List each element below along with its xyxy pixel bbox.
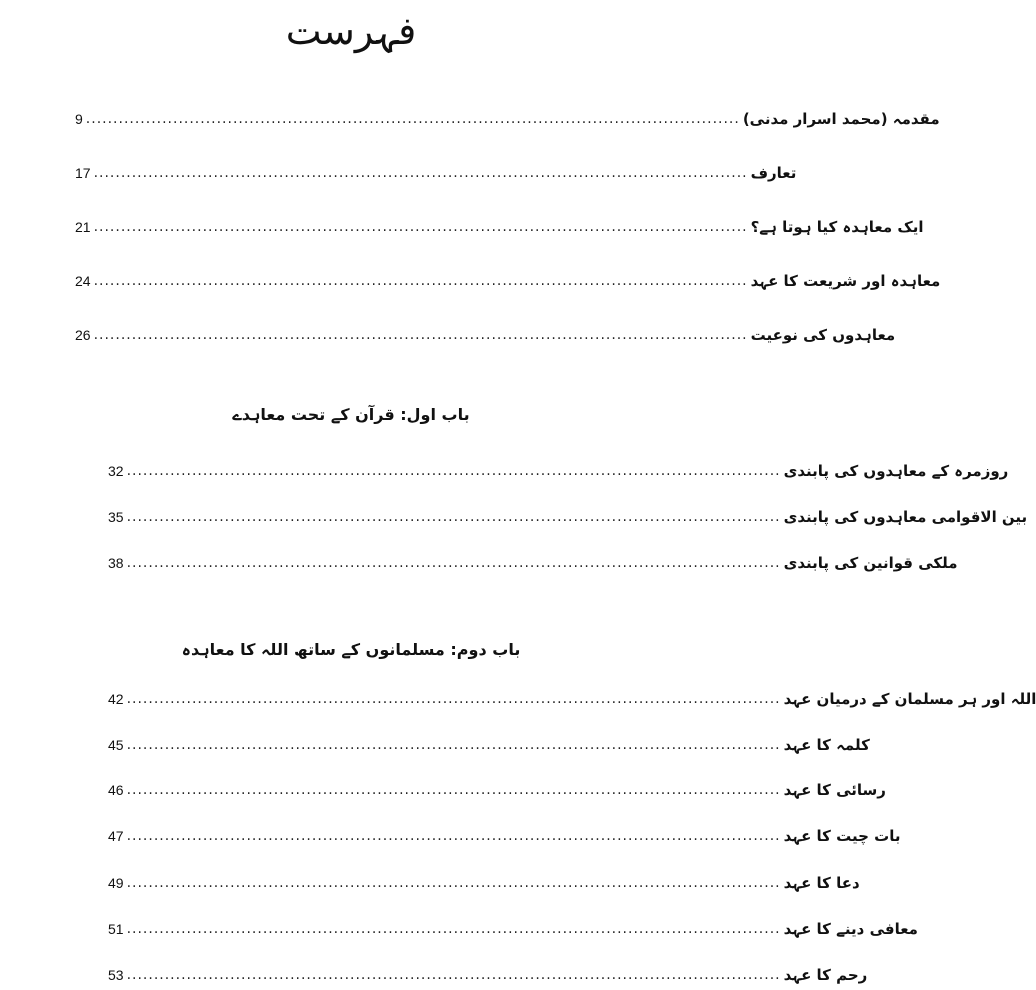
page-number: 53 [108, 967, 124, 983]
dot-leader: ........................................................................................................................ [126, 509, 781, 525]
page-number: 24 [75, 273, 91, 289]
dot-leader: ........................................................................................................................ [126, 737, 781, 753]
page-number: 17 [75, 165, 91, 181]
page-number: 51 [108, 921, 124, 937]
dot-leader: ........................................................................................................................ [126, 967, 781, 983]
toc-entry[interactable] [108, 548, 958, 578]
entry-title: کلمہ کا عہد [783, 736, 870, 754]
entry-title: معافی دینے کا عہد [783, 920, 918, 938]
page-number: 38 [108, 555, 124, 571]
page-number: 26 [75, 327, 91, 343]
chapter-heading: باب اول: قرآن کے تحت معاہدے [232, 405, 470, 424]
entry-title: بات چیت کا عہد [783, 827, 901, 845]
dot-leader: ........................................................................................................................ [93, 327, 748, 343]
page-number: 46 [108, 782, 124, 798]
toc-entry[interactable] [75, 104, 940, 134]
toc-entry[interactable] [108, 502, 1028, 532]
toc-entry[interactable] [75, 266, 941, 296]
entry-title: روزمرہ کے معاہدوں کی پابندی [783, 462, 1009, 480]
entry-title: معاہدوں کی نوعیت [750, 326, 896, 344]
page-number: 21 [75, 219, 91, 235]
page-title: فہرست [285, 9, 417, 53]
dot-leader: ........................................................................................................................ [126, 828, 781, 844]
toc-entry[interactable] [108, 960, 868, 990]
dot-leader: ........................................................................................................................ [126, 463, 781, 479]
toc-entry[interactable] [108, 775, 886, 805]
toc-entry[interactable] [108, 914, 918, 944]
toc-entry[interactable] [108, 868, 860, 898]
page-number: 49 [108, 875, 124, 891]
entry-title: ملکی قوانین کی پابندی [783, 554, 958, 572]
dot-leader: ........................................................................................................................ [126, 555, 781, 571]
page-number: 45 [108, 737, 124, 753]
entry-title: مقدمہ (محمد اسرار مدنی) [742, 110, 940, 128]
entry-title: ایک معاہدہ کیا ہوتا ہے؟ [750, 218, 924, 236]
entry-title: تعارف [750, 164, 797, 182]
dot-leader: ........................................................................................................................ [126, 782, 781, 798]
toc-entry[interactable] [75, 158, 797, 188]
entry-title: بین الاقوامی معاہدوں کی پابندی [783, 508, 1028, 526]
entry-title: دعا کا عہد [783, 874, 860, 892]
page-number: 9 [75, 111, 83, 127]
entry-title: رسائی کا عہد [783, 781, 886, 799]
dot-leader: ........................................................................................................................ [126, 691, 781, 707]
dot-leader: ........................................................................................................................ [93, 273, 748, 289]
entry-title: اللہ اور ہر مسلمان کے درمیان عہد [783, 690, 1036, 708]
entry-title: معاہدہ اور شریعت کا عہد [750, 272, 941, 290]
page-number: 42 [108, 691, 124, 707]
toc-entry[interactable] [75, 320, 896, 350]
toc-entry[interactable] [108, 730, 870, 760]
page-number: 35 [108, 509, 124, 525]
dot-leader: ........................................................................................................................ [93, 219, 748, 235]
dot-leader: ........................................................................................................................ [126, 875, 781, 891]
dot-leader: ........................................................................................................................ [93, 165, 748, 181]
dot-leader: ........................................................................................................................ [85, 111, 740, 127]
dot-leader: ........................................................................................................................ [126, 921, 781, 937]
entry-title: رحم کا عہد [783, 966, 868, 984]
toc-entry[interactable] [108, 684, 1036, 714]
page-number: 32 [108, 463, 124, 479]
toc-entry[interactable] [108, 456, 1009, 486]
toc-entry[interactable] [75, 212, 924, 242]
chapter-heading: باب دوم: مسلمانوں کے ساتھ اللہ کا معاہدہ [181, 640, 521, 659]
page-number: 47 [108, 828, 124, 844]
toc-entry[interactable] [108, 821, 901, 851]
